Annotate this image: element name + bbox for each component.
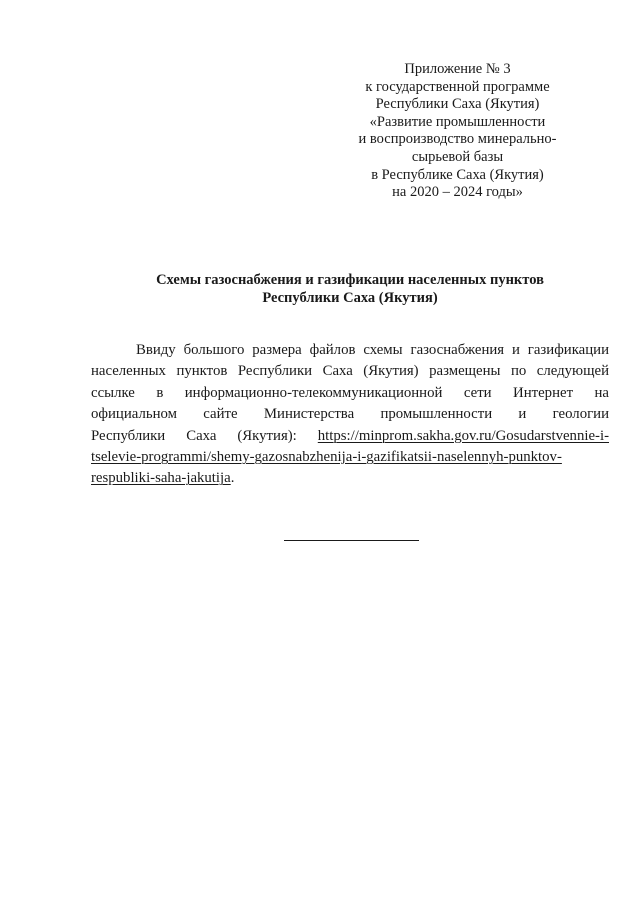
paragraph-line-5-prefix: Республики Саха (Якутия): [91, 427, 318, 444]
appendix-line: в Республике Саха (Якутия) [371, 166, 544, 183]
paragraph-line-6 [91, 447, 609, 468]
appendix-line: сырьевой базы [411, 148, 504, 165]
title-line-1: Схемы газоснабжения и газификации населенных пунктов [156, 272, 544, 288]
appendix-line: на 2020 – 2024 годы» [392, 184, 523, 201]
paragraph-line-7 [91, 468, 609, 489]
program-link-part-1[interactable]: https://minprom.sakha.gov.ru/Gosudarstvennie-i- [317, 427, 609, 444]
appendix-line: Республики Саха (Якутия) [375, 96, 540, 113]
appendix-line: к государственной программе [365, 78, 550, 95]
appendix-number: Приложение № 3 [404, 61, 511, 77]
appendix-line: и воспроизводство минерально- [358, 131, 557, 148]
end-divider-line [284, 540, 419, 541]
body-paragraph [91, 340, 609, 490]
paragraph-line-2: населенных пунктов Республики Саха (Якутия) размещены по следующей [91, 363, 609, 380]
paragraph-line-1: Ввиду большого размера файлов схемы газоснабжения и газификации [136, 342, 609, 358]
title-line-2: Республики Саха (Якутия) [262, 289, 438, 306]
paragraph-line-3: ссылке в информационно-телекоммуникационной сети Интернет на [91, 384, 609, 401]
paragraph-line-4: официальном сайте Министерства промышленности и геологии [91, 406, 609, 423]
program-link-part-3[interactable]: respubliki-saha-jakutija [91, 470, 231, 487]
document-title [60, 272, 640, 307]
appendix-header [335, 61, 580, 202]
program-link-part-2[interactable]: tselevie-programmi/shemy-gazosnabzhenija-i-gazifikatsii-naselennyh-punktov- [91, 449, 562, 466]
appendix-line: «Развитие промышленности [369, 113, 546, 130]
paragraph-line-5 [91, 426, 609, 447]
end-punctuation: . [230, 470, 235, 487]
